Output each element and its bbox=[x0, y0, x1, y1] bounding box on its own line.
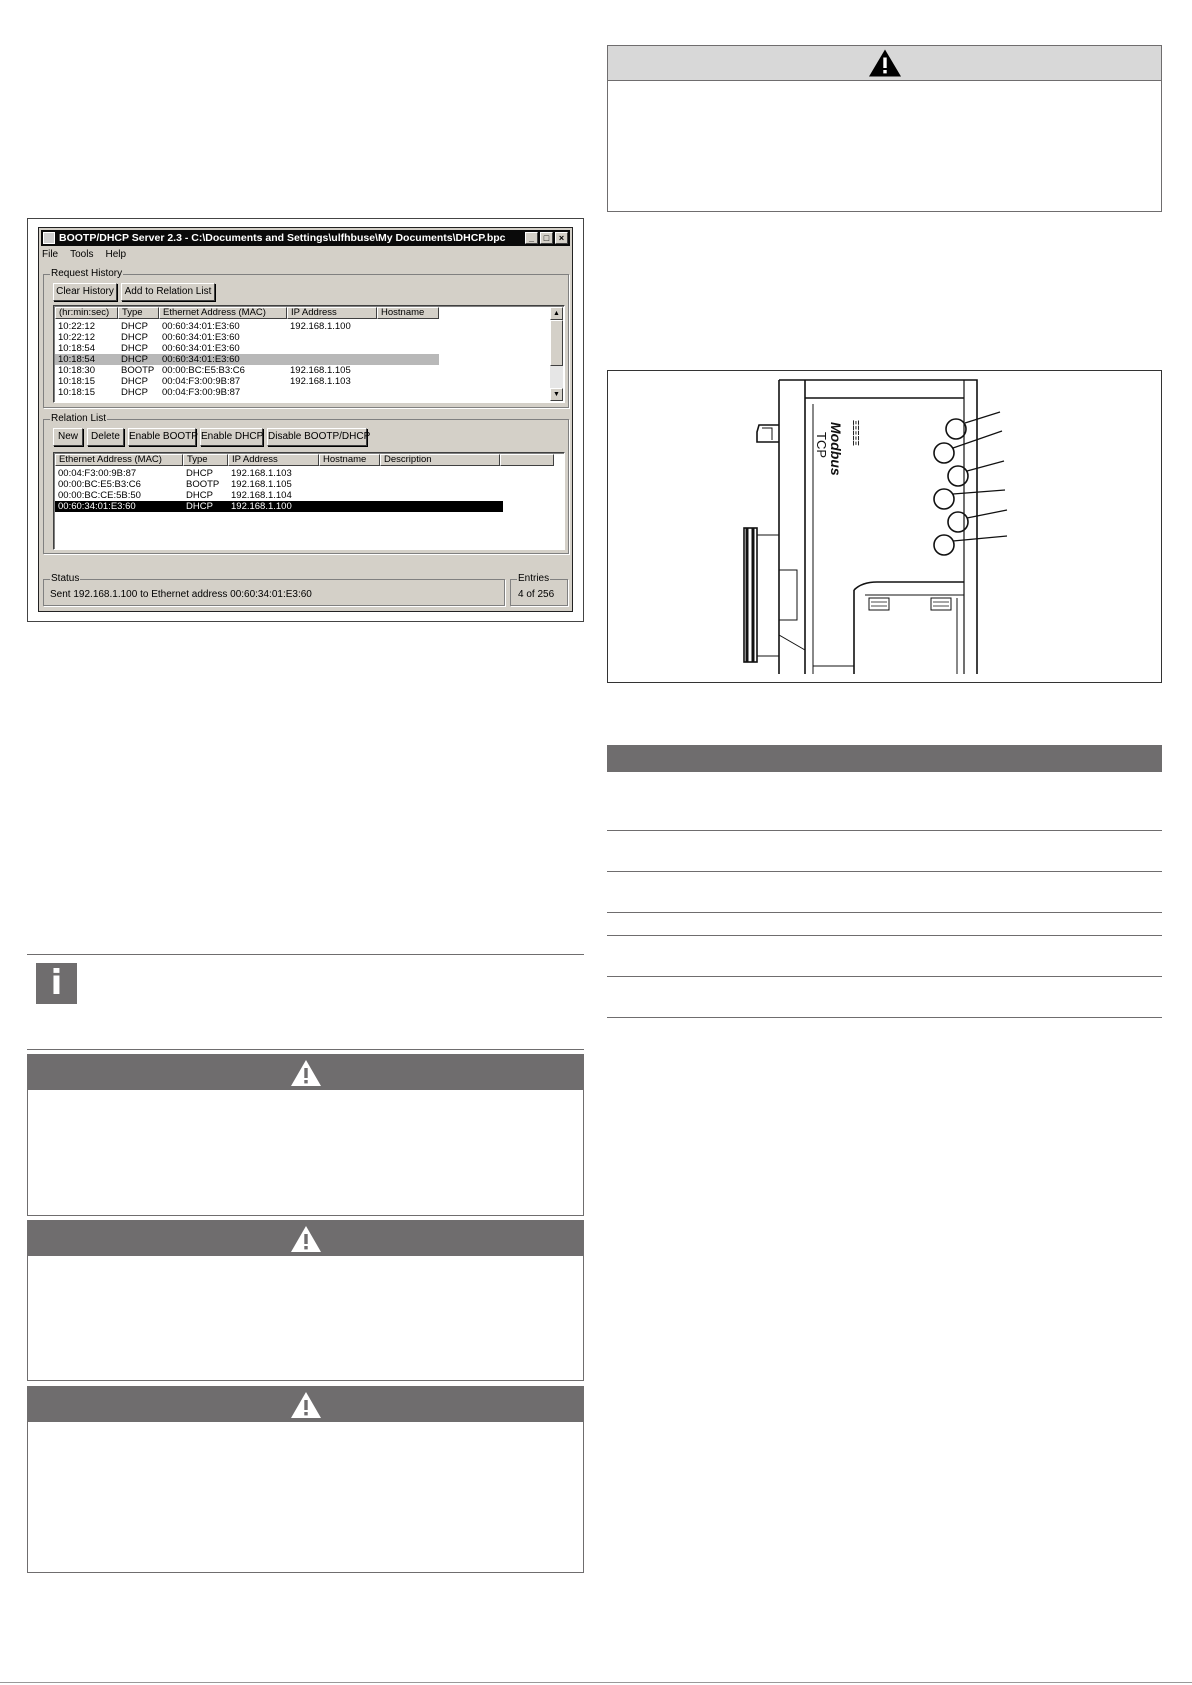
add-to-relation-list-button[interactable]: Add to Relation List bbox=[121, 283, 215, 301]
cell-ip: 192.168.1.103 bbox=[290, 376, 351, 387]
app-icon bbox=[43, 232, 55, 244]
cell-ip bbox=[287, 332, 377, 343]
entries-count: 4 of 256 bbox=[518, 589, 555, 600]
cell-ip: 192.168.1.104 bbox=[231, 490, 292, 501]
cell-ip bbox=[287, 354, 377, 365]
col-blank bbox=[500, 454, 554, 466]
col-ip[interactable]: IP Address bbox=[287, 307, 377, 319]
cell-ip: 192.168.1.100 bbox=[231, 501, 292, 512]
col-ip[interactable]: IP Address bbox=[228, 454, 319, 466]
cell-time: 10:18:54 bbox=[58, 354, 95, 365]
menu-bar bbox=[42, 248, 126, 262]
cell-type: BOOTP bbox=[121, 365, 155, 376]
cell-ip: 192.168.1.105 bbox=[290, 365, 351, 376]
table-row[interactable] bbox=[55, 468, 503, 479]
col-hostname[interactable]: Hostname bbox=[377, 307, 439, 319]
table-row-rule bbox=[607, 830, 1162, 831]
cell-mac: 00:60:34:01:E3:60 bbox=[162, 321, 240, 332]
cell-mac: 00:04:F3:00:9B:87 bbox=[162, 376, 241, 387]
table-row[interactable] bbox=[55, 490, 503, 501]
relation-list-group bbox=[43, 413, 569, 554]
table-bottom-rule bbox=[607, 1017, 1162, 1018]
window-titlebar bbox=[41, 230, 570, 246]
table-row[interactable] bbox=[55, 343, 439, 354]
col-time[interactable]: (hr:min:sec) bbox=[55, 307, 118, 319]
enable-dhcp-button[interactable]: Enable DHCP bbox=[200, 428, 263, 446]
bootp-dhcp-window bbox=[38, 227, 573, 612]
cell-time: 10:18:30 bbox=[58, 365, 95, 376]
warning-icon bbox=[868, 49, 902, 78]
warning-icon bbox=[290, 1059, 322, 1087]
warning-box-3 bbox=[27, 1386, 584, 1573]
cell-mac: 00:60:34:01:E3:60 bbox=[162, 354, 240, 365]
maximize-icon[interactable]: □ bbox=[540, 232, 553, 244]
table-row[interactable] bbox=[55, 321, 439, 332]
status-label: Status bbox=[51, 573, 80, 584]
col-hostname[interactable]: Hostname bbox=[319, 454, 380, 466]
close-icon[interactable]: × bbox=[555, 232, 568, 244]
cell-type: DHCP bbox=[121, 321, 148, 332]
status-box bbox=[43, 573, 505, 606]
menu-help[interactable]: Help bbox=[105, 249, 127, 260]
table-row[interactable] bbox=[55, 479, 503, 490]
cell-ip: 192.168.1.105 bbox=[231, 479, 292, 490]
entries-box bbox=[510, 573, 568, 606]
table-row-rule bbox=[607, 976, 1162, 977]
request-history-label: Request History bbox=[51, 268, 123, 279]
col-mac[interactable]: Ethernet Address (MAC) bbox=[159, 307, 287, 319]
request-history-group bbox=[43, 268, 569, 408]
warning-box-2-header bbox=[28, 1221, 583, 1256]
request-history-list[interactable] bbox=[53, 305, 565, 403]
cell-type: DHCP bbox=[186, 468, 213, 479]
relation-list-header bbox=[55, 454, 554, 466]
scroll-thumb[interactable] bbox=[550, 320, 563, 366]
status-text: Sent 192.168.1.100 to Ethernet address 00:60:34:01:E3:60 bbox=[50, 589, 312, 600]
device-drawing bbox=[607, 370, 1162, 683]
clear-history-button[interactable]: Clear History bbox=[53, 283, 117, 301]
cell-mac: 00:00:BC:CE:5B:50 bbox=[58, 490, 141, 501]
cell-type: DHCP bbox=[121, 387, 148, 398]
disable-bootp-dhcp-button[interactable]: Disable BOOTP/DHCP bbox=[267, 428, 367, 446]
warning-box-1-header bbox=[28, 1055, 583, 1090]
page-footer-rule bbox=[0, 1682, 1192, 1683]
cell-time: 10:22:12 bbox=[58, 321, 95, 332]
note-top-rule bbox=[27, 954, 584, 955]
warning-icon bbox=[290, 1391, 322, 1419]
warning-box-3-header bbox=[28, 1387, 583, 1422]
cell-ip: 192.168.1.103 bbox=[231, 468, 292, 479]
scroll-up-icon[interactable]: ▲ bbox=[550, 307, 563, 320]
cell-mac: 00:00:BC:E5:B3:C6 bbox=[58, 479, 141, 490]
svg-text:ΞΞΞΞΞ: ΞΞΞΞΞ bbox=[851, 420, 860, 446]
info-icon: i bbox=[36, 963, 77, 1004]
col-type[interactable]: Type bbox=[183, 454, 228, 466]
table-row[interactable] bbox=[55, 365, 439, 376]
warning-box-top-right bbox=[607, 45, 1162, 212]
device-label-line2: TCP bbox=[814, 432, 829, 458]
cell-type: DHCP bbox=[121, 376, 148, 387]
warning-box-1 bbox=[27, 1054, 584, 1216]
menu-tools[interactable]: Tools bbox=[70, 249, 94, 260]
window-title: BOOTP/DHCP Server 2.3 - C:\Documents and Settings\ulfhbuse\My Documents\DHCP.bpc bbox=[59, 232, 506, 244]
enable-bootp-button[interactable]: Enable BOOTP bbox=[128, 428, 196, 446]
cell-type: DHCP bbox=[186, 501, 213, 512]
cell-time: 10:22:12 bbox=[58, 332, 95, 343]
note-bottom-rule bbox=[27, 1049, 584, 1050]
menu-file[interactable]: File bbox=[42, 249, 59, 260]
warning-box-top-right-header bbox=[608, 46, 1161, 81]
cell-mac: 00:04:F3:00:9B:87 bbox=[162, 387, 241, 398]
table-header bbox=[607, 745, 1162, 772]
cell-mac: 00:00:BC:E5:B3:C6 bbox=[162, 365, 245, 376]
table-row-rule bbox=[607, 871, 1162, 872]
new-button[interactable]: New bbox=[53, 428, 83, 446]
device-label-line1: Modbus bbox=[828, 422, 844, 476]
cell-mac: 00:60:34:01:E3:60 bbox=[58, 501, 136, 512]
cell-time: 10:18:54 bbox=[58, 343, 95, 354]
relation-list-table[interactable] bbox=[53, 452, 565, 550]
cell-mac: 00:60:34:01:E3:60 bbox=[162, 332, 240, 343]
cell-type: DHCP bbox=[121, 332, 148, 343]
cell-ip bbox=[287, 387, 377, 398]
table-row-rule bbox=[607, 935, 1162, 936]
delete-button[interactable]: Delete bbox=[87, 428, 124, 446]
request-history-header bbox=[55, 307, 439, 319]
cell-type: DHCP bbox=[121, 354, 148, 365]
table-row[interactable] bbox=[55, 376, 439, 387]
cell-type: DHCP bbox=[121, 343, 148, 354]
cell-type: BOOTP bbox=[186, 479, 220, 490]
table-row-selected[interactable] bbox=[55, 501, 503, 512]
cell-type: DHCP bbox=[186, 490, 213, 501]
cell-ip: 192.168.1.100 bbox=[290, 321, 351, 332]
cell-mac: 00:60:34:01:E3:60 bbox=[162, 343, 240, 354]
col-type[interactable]: Type bbox=[118, 307, 159, 319]
col-description[interactable]: Description bbox=[380, 454, 500, 466]
warning-icon bbox=[290, 1225, 322, 1253]
cell-time: 10:18:15 bbox=[58, 387, 95, 398]
table-row-highlighted[interactable] bbox=[55, 354, 439, 365]
cell-ip bbox=[287, 343, 377, 354]
relation-list-label: Relation List bbox=[51, 413, 107, 424]
col-mac[interactable]: Ethernet Address (MAC) bbox=[55, 454, 183, 466]
warning-box-2 bbox=[27, 1220, 584, 1381]
table-row-rule bbox=[607, 912, 1162, 913]
scroll-down-icon[interactable]: ▼ bbox=[550, 388, 563, 401]
request-history-scrollbar[interactable] bbox=[550, 307, 563, 401]
entries-label: Entries bbox=[518, 573, 550, 584]
table-row[interactable] bbox=[55, 387, 439, 398]
cell-mac: 00:04:F3:00:9B:87 bbox=[58, 468, 137, 479]
table-row[interactable] bbox=[55, 332, 439, 343]
cell-time: 10:18:15 bbox=[58, 376, 95, 387]
minimize-icon[interactable]: _ bbox=[525, 232, 538, 244]
